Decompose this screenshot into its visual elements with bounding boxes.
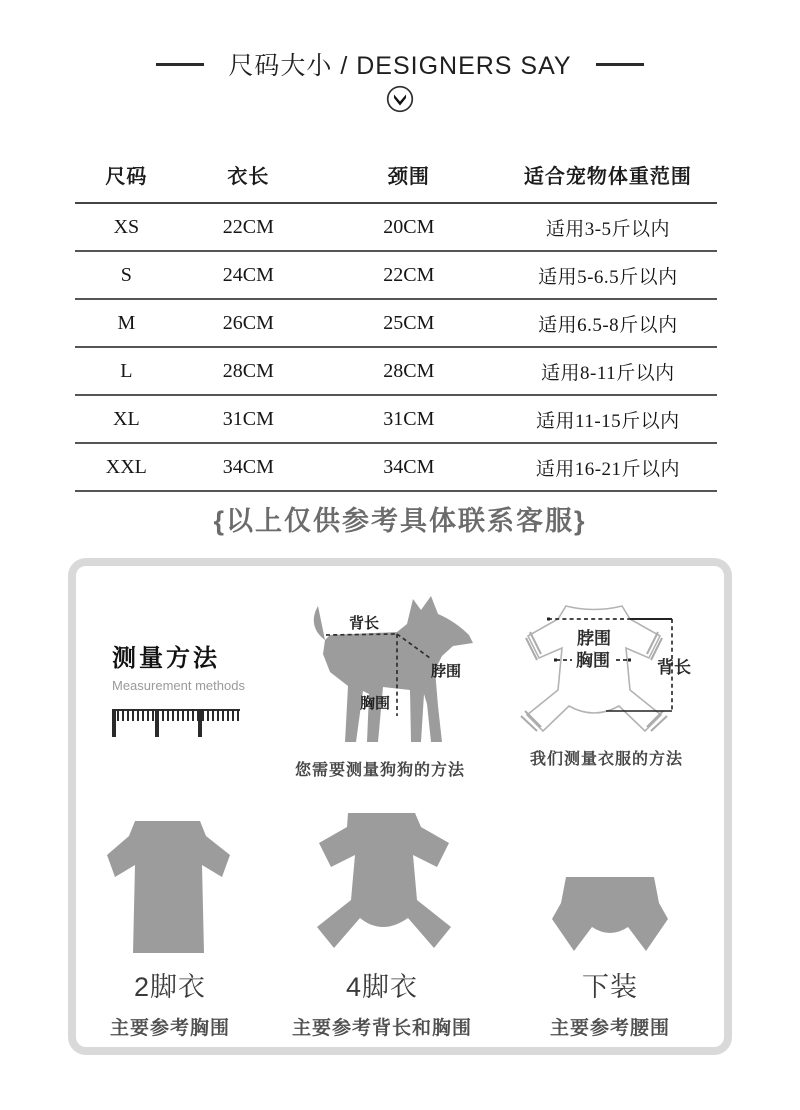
section-header [0,46,800,82]
cell-weight: 适用16-21斤以内 [499,443,717,491]
garment-hint: 主要参考腰围 [549,1018,670,1039]
garment-hint: 主要参考胸围 [109,1018,230,1039]
cell-length: 22CM [178,203,319,251]
cell-weight: 适用6.5-8斤以内 [499,299,717,347]
cell-length: 34CM [178,443,319,491]
cell-length: 24CM [178,251,319,299]
measurement-title: 测量方法 [112,645,220,672]
dog-silhouette-icon [280,594,480,744]
cell-neck: 22CM [319,251,499,299]
table-row [75,251,717,299]
cell-weight: 适用5-6.5斤以内 [499,251,717,299]
cell-weight: 适用8-11斤以内 [499,347,717,395]
col-header-length: 衣长 [178,150,319,203]
title-dash-right [596,63,644,66]
size-table-header-row [75,150,717,203]
pants-icon [552,803,668,953]
four-leg-suit-icon [307,803,457,953]
garment-name: 4脚衣 [345,972,419,1002]
garment-name: 2脚衣 [133,972,207,1002]
measurement-intro [112,638,262,737]
size-table [75,150,717,492]
two-leg-shirt-icon [103,803,237,953]
clothes-measure-diagram [514,598,699,769]
cell-length: 26CM [178,299,319,347]
cell-size: S [75,251,178,299]
ruler-icon [112,709,240,737]
cell-weight: 适用11-15斤以内 [499,395,717,443]
clothes-back-label: 背长 [657,658,691,677]
dog-chest-label: 胸围 [359,695,391,712]
dog-diagram-caption: 您需要测量狗狗的方法 [294,762,465,779]
cell-neck: 34CM [319,443,499,491]
page-title: 尺码大小 / DESIGNERS SAY [228,52,572,80]
cell-weight: 适用3-5斤以内 [499,203,717,251]
cell-size: L [75,347,178,395]
dog-measure-diagram [280,594,480,780]
cell-length: 28CM [178,347,319,395]
table-row [75,203,717,251]
dog-neck-label: 脖围 [430,663,462,680]
garment-type-2leg [80,803,260,1040]
cell-size: XXL [75,443,178,491]
garment-type-4leg [292,803,472,1040]
cell-size: XL [75,395,178,443]
table-row [75,347,717,395]
col-header-neck: 颈围 [319,150,499,203]
reference-note: {以上仅供参考具体联系客服} [213,506,587,536]
clothes-chest-label: 胸围 [576,651,610,670]
circle-chevron-down-icon [385,84,415,119]
measurement-subtitle: Measurement methods [112,678,245,693]
table-row [75,443,717,491]
col-header-weight: 适合宠物体重范围 [499,150,717,203]
clothes-neck-label: 脖围 [577,629,611,648]
table-row [75,299,717,347]
col-header-size: 尺码 [75,150,178,203]
cell-neck: 28CM [319,347,499,395]
cell-neck: 31CM [319,395,499,443]
clothes-diagram-caption: 我们测量衣服的方法 [529,751,683,768]
clothes-outline-icon [514,598,699,733]
cell-neck: 25CM [319,299,499,347]
cell-length: 31CM [178,395,319,443]
cell-size: XS [75,203,178,251]
garment-type-bottoms [520,803,700,1040]
table-row [75,395,717,443]
measurement-box [68,558,732,1055]
title-dash-left [156,63,204,66]
garment-name: 下装 [582,972,638,1002]
cell-neck: 20CM [319,203,499,251]
garment-hint: 主要参考背长和胸围 [292,1018,473,1039]
cell-size: M [75,299,178,347]
dog-back-length-label: 背长 [348,615,380,632]
